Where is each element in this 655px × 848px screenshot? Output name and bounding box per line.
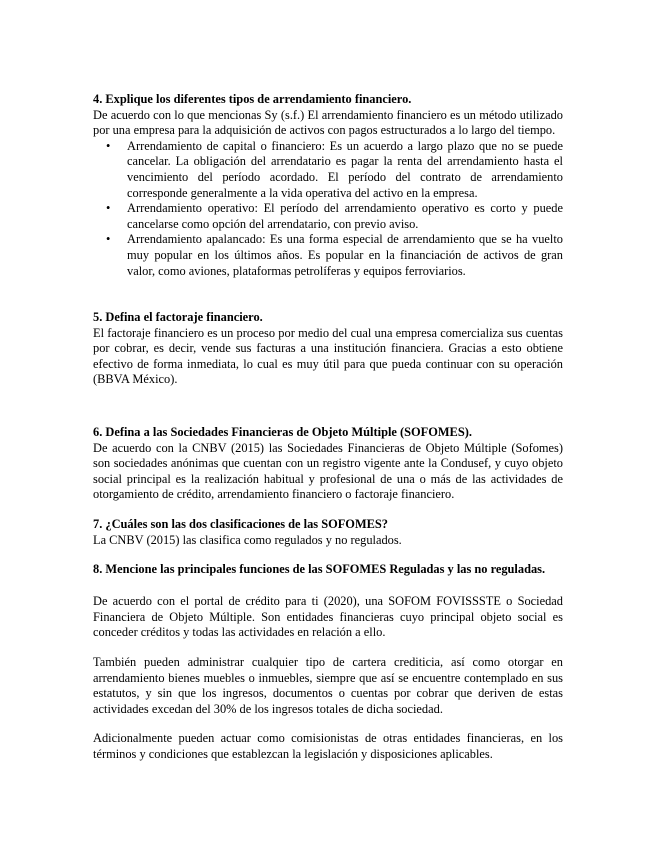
bullet-icon: • <box>106 201 111 216</box>
section-8-paragraph: De acuerdo con el portal de crédito para ti (2020), una SOFOM FOVISSSTE o Sociedad Financiera de Objeto Múltiple. Son entidades financieras cuyo principal objeto social es conceder créditos y todas las actividades en relación a ello. <box>93 594 563 640</box>
section-4-heading: 4. Explique los diferentes tipos de arrendamiento financiero. <box>93 92 412 106</box>
bullet-icon: • <box>106 138 111 153</box>
section-4-intro: De acuerdo con lo que mencionas Sy (s.f.) El arrendamiento financiero es un método utilizado por una empresa para la adquisición de activos con pagos estructurados a lo largo del tiempo. <box>93 107 563 138</box>
section-4-bullet-list <box>93 139 563 279</box>
bullet-text: Arrendamiento operativo: El período del arrendamiento operativo es corto y puede cancelarse como opción del arrendatario, con previo aviso. <box>127 201 563 231</box>
section-5 <box>93 310 563 388</box>
section-6-heading: 6. Defina a las Sociedades Financieras de Objeto Múltiple (SOFOMES). <box>93 425 472 439</box>
section-7-heading: 7. ¿Cuáles son las dos clasificaciones de las SOFOMES? <box>93 517 388 531</box>
bullet-text: Arrendamiento apalancado: Es una forma especial de arrendamiento que se ha vuelto muy popular en los últimos años. Es popular en la financiación de activos de gran valor, como aviones, plataformas petrolíferas y equipos ferroviarios. <box>127 232 563 278</box>
section-5-heading: 5. Defina el factoraje financiero. <box>93 310 263 324</box>
bullet-item <box>93 201 563 232</box>
section-6-body: De acuerdo con la CNBV (2015) las Sociedades Financieras de Objeto Múltiple (Sofomes) son sociedades anónimas que cuentan con un registro vigente ante la Condusef, y cuyo objeto social principal es la realización habitual y profesional de una o más de las actividades de otorgamiento de crédito, arrendamiento financiero o factoraje financiero. <box>93 440 563 502</box>
section-8 <box>93 562 563 578</box>
section-7 <box>93 517 563 548</box>
section-8-paragraph: Adicionalmente pueden actuar como comisionistas de otras entidades financieras, en los términos y condiciones que establezcan la legislación y disposiciones aplicables. <box>93 731 563 761</box>
section-5-body: El factoraje financiero es un proceso por medio del cual una empresa comercializa sus cuentas por cobrar, es decir, vende sus facturas a una institución financiera. Gracias a esto obtiene efectivo de forma inmediata, lo cual es muy útil para que pueda continuar con su operación (BBVA México). <box>93 325 563 387</box>
bullet-icon: • <box>106 232 111 247</box>
section-8-heading: 8. Mencione las principales funciones de las SOFOMES Reguladas y las no reguladas. <box>93 562 546 576</box>
section-7-body: La CNBV (2015) las clasifica como regulados y no regulados. <box>93 532 402 547</box>
section-4 <box>93 92 563 279</box>
section-8-paragraph: También pueden administrar cualquier tipo de cartera crediticia, así como otorgar en arrendamiento bienes muebles o inmuebles, siempre que así se encuentre contemplado en sus estatutos, y sin que los ingresos, documentos o cuentas por cobrar que deriven de estas actividades excedan del 30% de los ingresos totales de dicha sociedad. <box>93 655 563 716</box>
bullet-text: Arrendamiento de capital o financiero: Es un acuerdo a largo plazo que no se puede cancelar. La obligación del arrendatario es pagar la renta del arrendamiento hasta el vencimiento del período acordado. El período del contrato de arrendamiento corresponde generalmente a la vida operativa del activo en la empresa. <box>127 138 563 200</box>
bullet-item <box>93 139 563 201</box>
bullet-item <box>93 232 563 279</box>
section-6 <box>93 425 563 503</box>
